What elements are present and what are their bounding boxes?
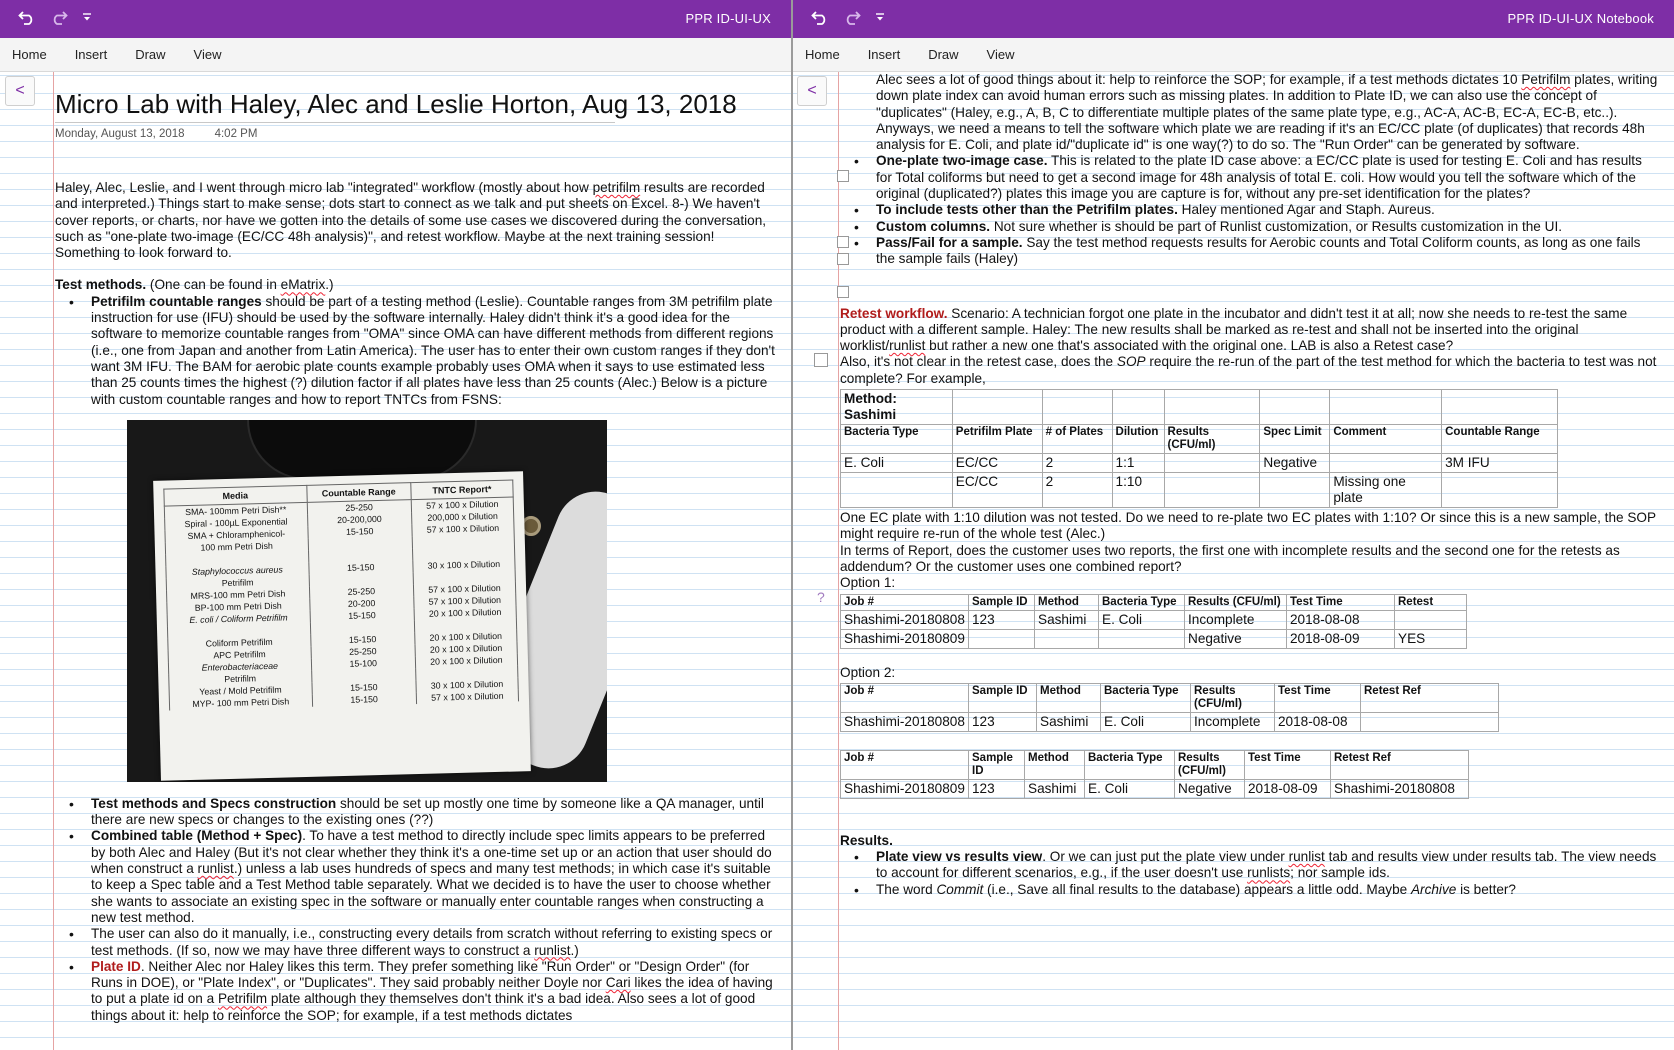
table-header-cell[interactable]: Retest Ref [1331,750,1469,779]
table-header-cell[interactable]: Petrifilm Plate [952,425,1042,454]
table-header-cell[interactable]: Test Time [1245,750,1331,779]
method-table[interactable] [840,389,1558,508]
list-item[interactable]: • The user can also do it manually, i.e., constructing every details from scratch without referring to existing specs or test methods. (If so, now we may have three different ways to construct a runlist.) [55,926,780,959]
sheet-cell: 15-150 [308,560,413,575]
retest-paragraph[interactable]: Retest workflow. Scenario: A technician forgot one plate in the incubator and didn't test it at all; now she needs to re-test the same product with a different sample. Haley: The new results shall be marked as re-test and shall not be inserted into the original worklist/runlist but rather a new one that's associated with the original one. LAB is also a Retest case? [840,305,1628,354]
table-header-cell[interactable]: Method [1035,594,1099,610]
sheet-cell: MRS-100 mm Petri Dish [167,587,310,603]
sheet-cell: 20-200,000 [307,512,412,527]
table-cell[interactable]: E. Coli [1099,610,1185,629]
table-row [841,779,1469,798]
sheet-cell: 15-100 [311,656,416,671]
list-item[interactable]: • Petrifilm countable ranges should be part of a testing method (Leslie). Countable ranges from 3M petrifilm plate instruction for use (IFU) should be used by the software internally. Haley didn't think it's a good idea for the software to memorize countable ranges from "OMA" since OMA can have different methods from different regions (i.e., one from Japan and another from Latin America). The user has to enter their own custom ranges if they don't want 3M IFU. The BAM for aerobic plate counts example probably uses OMA when it says to use estimated less than 25 counts times the highest (?) dilution factor if all plates have less than 25 counts (Alec.) Below is a picture with custom countable ranges and how to report TNTCs from FSNS: [55,294,780,408]
table-row [841,454,1558,473]
list-item[interactable]: • Plate view vs results view. Or we can just put the plate view under runlist tab and results view under results tab. The view needs to account for different scenarios, e.g., if the user doesn't use runlists; nor sample ids. [840,849,1660,882]
results-heading[interactable]: Results. [840,832,893,848]
sheet-cell: APC Petrifilm [168,647,311,663]
window-title: PPR ID-UI-UX Notebook [1507,11,1654,26]
menu-insert[interactable]: Insert [74,47,108,62]
table-header-cell[interactable]: Sample ID [969,594,1035,610]
table-header-cell[interactable]: Test Time [1275,683,1361,712]
table-cell[interactable]: 3M IFU [1442,454,1558,473]
option1-label[interactable]: Option 1: [840,575,896,591]
specs-list [55,796,780,1024]
sheet-cell: SMA + Chloramphenicol- [165,527,308,543]
page-time: 4:02 PM [214,128,258,140]
redo-icon[interactable] [50,9,68,25]
option1-table[interactable] [840,594,1467,649]
list-item[interactable]: • One-plate two-image case. This is related to the plate ID case above: a EC/CC plate is used for testing E. Coli and has results for Total coliforms but need to get a second image for 48h analysis of total E. coli. How would you tell the software which of the original (duplicated?) plates this image you are capture is for, without any pre-set identification for the plates? [840,153,1660,202]
test-methods-list [55,294,780,408]
menu-bar [793,38,1674,72]
table-row [841,473,1558,508]
report-paragraph[interactable]: In terms of Report, does the customer uses two reports, the first one with incomplete results and the second one for the retests as addendum? Or the customer uses one combined report? [840,542,1620,574]
table-cell[interactable]: Sashimi [1035,610,1099,629]
menu-draw[interactable]: Draw [928,47,959,62]
table-row [841,712,1499,731]
left-window [0,0,791,1050]
table-header-cell[interactable]: Bacteria Type [1099,594,1185,610]
menu-draw[interactable]: Draw [135,47,166,62]
table-cell[interactable]: Negative [1175,779,1245,798]
undo-icon[interactable] [18,9,36,25]
table-header-cell[interactable]: # of Plates [1042,425,1112,454]
table-cell[interactable]: Shashimi-20180809 [841,779,969,798]
table-row [841,610,1467,629]
table-cell[interactable] [1260,473,1330,508]
table-cell[interactable] [1164,454,1260,473]
table-cell[interactable] [969,629,1035,648]
sheet-cell: 57 x 100 x Dilution [412,521,514,536]
sheet-cell: 57 x 100 x Dilution [413,581,515,596]
table-cell[interactable]: E. Coli [841,454,953,473]
sheet-cell: 200,000 x Dilution [411,509,513,524]
sheet-cell: 20 x 100 x Dilution [415,653,517,668]
page-title[interactable]: Micro Lab with Haley, Alec and Leslie Horton, Aug 13, 2018 [55,89,737,119]
list-item[interactable]: • Pass/Fail for a sample. Say the test method requests results for Aerobic counts and Total Coliform counts, as long as one fails the sample fails (Haley) [840,235,1660,268]
sheet-cell: 15-150 [307,524,412,539]
table-cell[interactable]: E. Coli [1101,712,1191,731]
table-cell[interactable]: 123 [969,779,1025,798]
table-cell[interactable] [841,473,953,508]
back-button[interactable]: < [797,76,827,106]
table-cell[interactable]: 123 [969,712,1037,731]
table-cell[interactable] [1442,473,1558,508]
table-cell[interactable]: Incomplete [1185,610,1287,629]
undo-icon[interactable] [811,9,829,25]
test-methods-heading[interactable]: Test methods. (One can be found in eMatrix.) [55,277,334,293]
table-cell[interactable]: Incomplete [1191,712,1275,731]
table-cell[interactable]: Sashimi [1025,779,1085,798]
sheet-cell: 25-250 [309,584,414,599]
right-window [793,0,1674,1050]
table-header-cell[interactable]: Bacteria Type [841,425,953,454]
redo-icon[interactable] [843,9,861,25]
option2-table-a[interactable] [840,683,1499,732]
table-cell[interactable]: Shashimi-20180808 [1331,779,1469,798]
table-header-cell[interactable]: Spec Limit [1260,425,1330,454]
sheet-cell: 25-250 [311,644,416,659]
table-cell[interactable] [1035,629,1099,648]
title-bar [793,0,1674,38]
question-tag-icon[interactable]: ? [817,589,825,605]
menu-home[interactable]: Home [12,47,47,62]
table-cell[interactable]: Sashimi [1037,712,1101,731]
list-item[interactable]: • Custom columns. Not sure whether is should be part of Runlist customization, or Results customization in the UI. [840,219,1660,235]
menu-insert[interactable]: Insert [867,47,901,62]
table-header-cell[interactable]: Bacteria Type [1101,683,1191,712]
sheet-cell: Yeast / Mold Petrifilm [169,683,312,699]
table-header-cell[interactable]: Test Time [1287,594,1395,610]
table-header-cell[interactable]: Retest [1395,594,1467,610]
table-cell[interactable] [1395,610,1467,629]
option2-table-b[interactable] [840,750,1469,799]
table-cell[interactable]: 2018-08-08 [1275,712,1361,731]
sheet-cell: 15-150 [310,632,415,647]
table-cell[interactable]: 2 [1042,454,1112,473]
sheet-cell: 30 x 100 x Dilution [413,557,515,572]
table-header-cell[interactable]: Countable Range [1442,425,1558,454]
plate-id-continued[interactable]: Alec sees a lot of good things about it: help to reinforce the SOP; for example, if a test methods dictates 10 Petrifilm plates, writing down plate index can avoid human errors such as missing plates. In addition to Plate ID, we can also use the concept of "duplicates" (Haley, e.g., A, B, C to differentiate multiple plates of the same plate type, e.g., AC-A, AC-B, EC-A, EC-B, etc..). Anyways, we need a means to tell the software which plate we are reading if it's an EC/CC plate (of duplicates) that records 48h analysis for E. Coli, and plate id/"duplicate id" is one way(?) to do so. The "Run Order" can be generated by software. [876,72,1658,153]
sheet-cell: 20 x 100 x Dilution [415,629,517,644]
table-cell[interactable]: YES [1395,629,1467,648]
page-meta [55,122,615,180]
sop-paragraph[interactable]: Also, it's not clear in the retest case, does the SOP require the re-run of the part of the test method for which the bacteria to test was not complete? For example, [840,354,1657,386]
table-header-cell[interactable]: Retest Ref [1361,683,1499,712]
list-item[interactable]: • Plate ID. Neither Alec nor Haley likes this term. They prefer something like "Run Order" or "Design Order" (for Runs in DOE), or "Plate Index", or "Duplicates". They said probably neither Doyle nor Cari likes the idea of having to put a plate id on a Petrifilm plate although they themselves don't think it's a bad idea. Also sees a lot of good things about it: help to reinforce the SOP; for example, if a test methods dictates [55,959,780,1024]
margin-line [838,72,839,1050]
sheet-cell: Petrifilm [166,575,309,591]
table-header-cell[interactable]: Sample ID [969,683,1037,712]
list-item[interactable]: • To include tests other than the Petrifilm plates. Haley mentioned Agar and Staph. Aureus. [840,202,1660,218]
table-cell[interactable]: Shashimi-20180809 [841,629,969,648]
sheet-cell: Coliform Petrifilm [168,635,311,651]
table-cell[interactable]: 2 [1042,473,1112,508]
menu-view[interactable]: View [193,47,222,62]
intro-paragraph[interactable]: Haley, Alec, Leslie, and I went through micro lab "integrated" workflow (mostly about how petrifilm results are recorded and interpreted.) Things start to make sense; dots start to connect as we talk and put sheets on Excel. 8-) We haven't cover reports, or charts, nor have we gotten into the details of some use cases we discovered during the conversation, such as "one-plate two-image (EC/CC 48h analysis)", and retest workflow. Maybe at the next training session! Something to look forward to. [55,180,767,261]
title-bar [0,0,791,38]
sheet-cell: Spiral - 100µL Exponential [165,515,308,531]
sheet-cell: 15-150 [312,692,417,707]
table-cell[interactable]: 1:10 [1112,473,1164,508]
table-cell[interactable]: 2018-08-08 [1287,610,1395,629]
note-content[interactable] [55,88,780,1024]
sheet-cell: 15-150 [312,680,417,695]
sheet-cell: E. coli / Coliform Petrifilm [167,611,310,627]
lab-photo[interactable] [127,420,607,782]
option2-label[interactable]: Option 2: [840,664,896,680]
sheet-cell: 57 x 100 x Dilution [411,497,513,512]
window-title: PPR ID-UI-UX [685,11,771,26]
table-cell[interactable]: E. Coli [1085,779,1175,798]
sheet-cell: Enterobacteriaceae [168,659,311,675]
sheet-cell: MYP- 100 mm Petri Dish [169,695,312,711]
quick-access-dropdown-icon[interactable] [875,11,885,23]
note-page[interactable] [0,72,791,1050]
photo-lamp [247,420,477,480]
table-header-cell[interactable]: Job # [841,594,969,610]
countable-range-table: Media Countable Range TNTC Report* SMA- 100mm Petri Dish** 25-250 57 x 100 x Dilution Spiral - 100µL Exponential 20-200,000 200,000 x Dilution SMA + Chloramphenicol- 15-150 57 x 100 x Dilution 100 mm Petri Dish Staphylococcus aureus 15-150 30 x 100 x Dilution Petrifilm MRS-100 mm Petri Dish 25-250 57 x 100 x Dilution BP-100 mm Petri Dish 20-200 57 x 100 x Dilution E. coli / Coliform Petrifilm 15-150 20 x 100 x Dilution Coliform Petrifilm 15-150 20 x 100 x Dilution APC Petrifilm 25-250 20 x 100 x Dilution Enterobacteriaceae 15-100 20 x 100 x Dilution Petrifilm Yeast / Mold Petrifilm 15-150 30 x 100 x Dilution MYP- 100 mm Petri Dish 15-150 57 x 100 x Dilution [163,479,519,710]
table-header-cell[interactable]: Bacteria Type [1085,750,1175,779]
list-item[interactable]: • Test methods and Specs construction should be set up mostly one time by someone like a QA manager, until there are new specs or changes to the existing ones (??) [55,796,780,829]
table-header-cell[interactable]: Results (CFU/ml) [1175,750,1245,779]
results-list [840,849,1660,898]
table-cell[interactable] [1099,629,1185,648]
table-header-cell[interactable]: Job # [841,683,969,712]
table-cell[interactable]: EC/CC [952,473,1042,508]
table-header-cell[interactable]: Results (CFU/ml) [1185,594,1287,610]
table-cell[interactable]: EC/CC [952,454,1042,473]
sheet-cell: 57 x 100 x Dilution [416,689,518,704]
countable-range-sheet [153,471,531,781]
table-cell[interactable]: Shashimi-20180808 [841,712,969,731]
table-cell[interactable]: Negative [1185,629,1287,648]
table-header-cell[interactable]: Results (CFU/ml) [1191,683,1275,712]
use-case-list [840,153,1660,267]
sheet-cell: 20 x 100 x Dilution [414,605,516,620]
sheet-cell: 57 x 100 x Dilution [414,593,516,608]
table-cell[interactable]: Missing one plate [1330,473,1442,508]
sheet-cell: SMA- 100mm Petri Dish** [164,502,307,518]
quick-access-dropdown-icon[interactable] [82,11,92,23]
table-header-cell[interactable]: Job # [841,750,969,779]
note-page[interactable] [793,72,1674,1050]
list-item[interactable]: • Combined table (Method + Spec). To have a test method to directly include spec limits appears to be preferred by both Alec and Haley (But it's not clear whether they think it's a one-time set up or an action that user should do when construct a runlist.) unless a lab uses hundreds of specs and many test methods; in which case it's suitable to keep a Spec table and a Test Method table separately. What we decided is to have the user to choose whether she wants to associate an existing spec in the software or manually enter countable ranges when constructing a new test method. [55,828,780,926]
table-cell[interactable]: 123 [969,610,1035,629]
list-item[interactable]: • The word Commit (i.e., Save all final results to the database) appears a little odd. Maybe Archive is better? [840,882,1660,898]
sheet-cell: 30 x 100 x Dilution [416,677,518,692]
todo-checkbox[interactable] [814,353,828,367]
sheet-cell: 25-250 [307,500,412,515]
sheet-cell: 15-150 [310,608,415,623]
table-header-cell[interactable]: Comment [1330,425,1442,454]
table-cell[interactable]: Shashimi-20180808 [841,610,969,629]
table-header-cell[interactable]: Method [1037,683,1101,712]
menu-bar [0,38,791,72]
table-header-cell[interactable]: Results (CFU/ml) [1164,425,1260,454]
note-content[interactable] [840,72,1660,898]
table-cell[interactable] [1361,712,1499,731]
table-cell[interactable]: 1:1 [1112,454,1164,473]
method-title-cell[interactable]: Method: Sashimi [841,390,953,425]
back-button[interactable]: < [5,76,35,106]
menu-view[interactable]: View [986,47,1015,62]
margin-line [53,72,54,1050]
table-row [841,629,1467,648]
sheet-cell: 20-200 [309,596,414,611]
sheet-cell: BP-100 mm Petri Dish [167,599,310,615]
ec-paragraph[interactable]: One EC plate with 1:10 dilution was not tested. Do we need to re-plate two EC plates with 1:10? Or since this is a new sample, the SOP might require re-run of the whole test (Alec.) [840,510,1656,542]
sheet-cell: 100 mm Petri Dish [165,539,308,555]
table-cell[interactable] [1330,454,1442,473]
page-date: Monday, August 13, 2018 [55,128,185,140]
sheet-cell: 20 x 100 x Dilution [415,641,517,656]
table-header-cell[interactable]: Dilution [1112,425,1164,454]
table-header-cell[interactable]: Sample ID [969,750,1025,779]
table-cell[interactable] [1164,473,1260,508]
menu-home[interactable]: Home [805,47,840,62]
table-header-cell[interactable]: Method [1025,750,1085,779]
sheet-cell: Staphylococcus aureus [166,563,309,579]
table-cell[interactable]: 2018-08-09 [1287,629,1395,648]
table-cell[interactable]: Negative [1260,454,1330,473]
table-cell[interactable]: 2018-08-09 [1245,779,1331,798]
sheet-cell: Petrifilm [169,671,312,687]
